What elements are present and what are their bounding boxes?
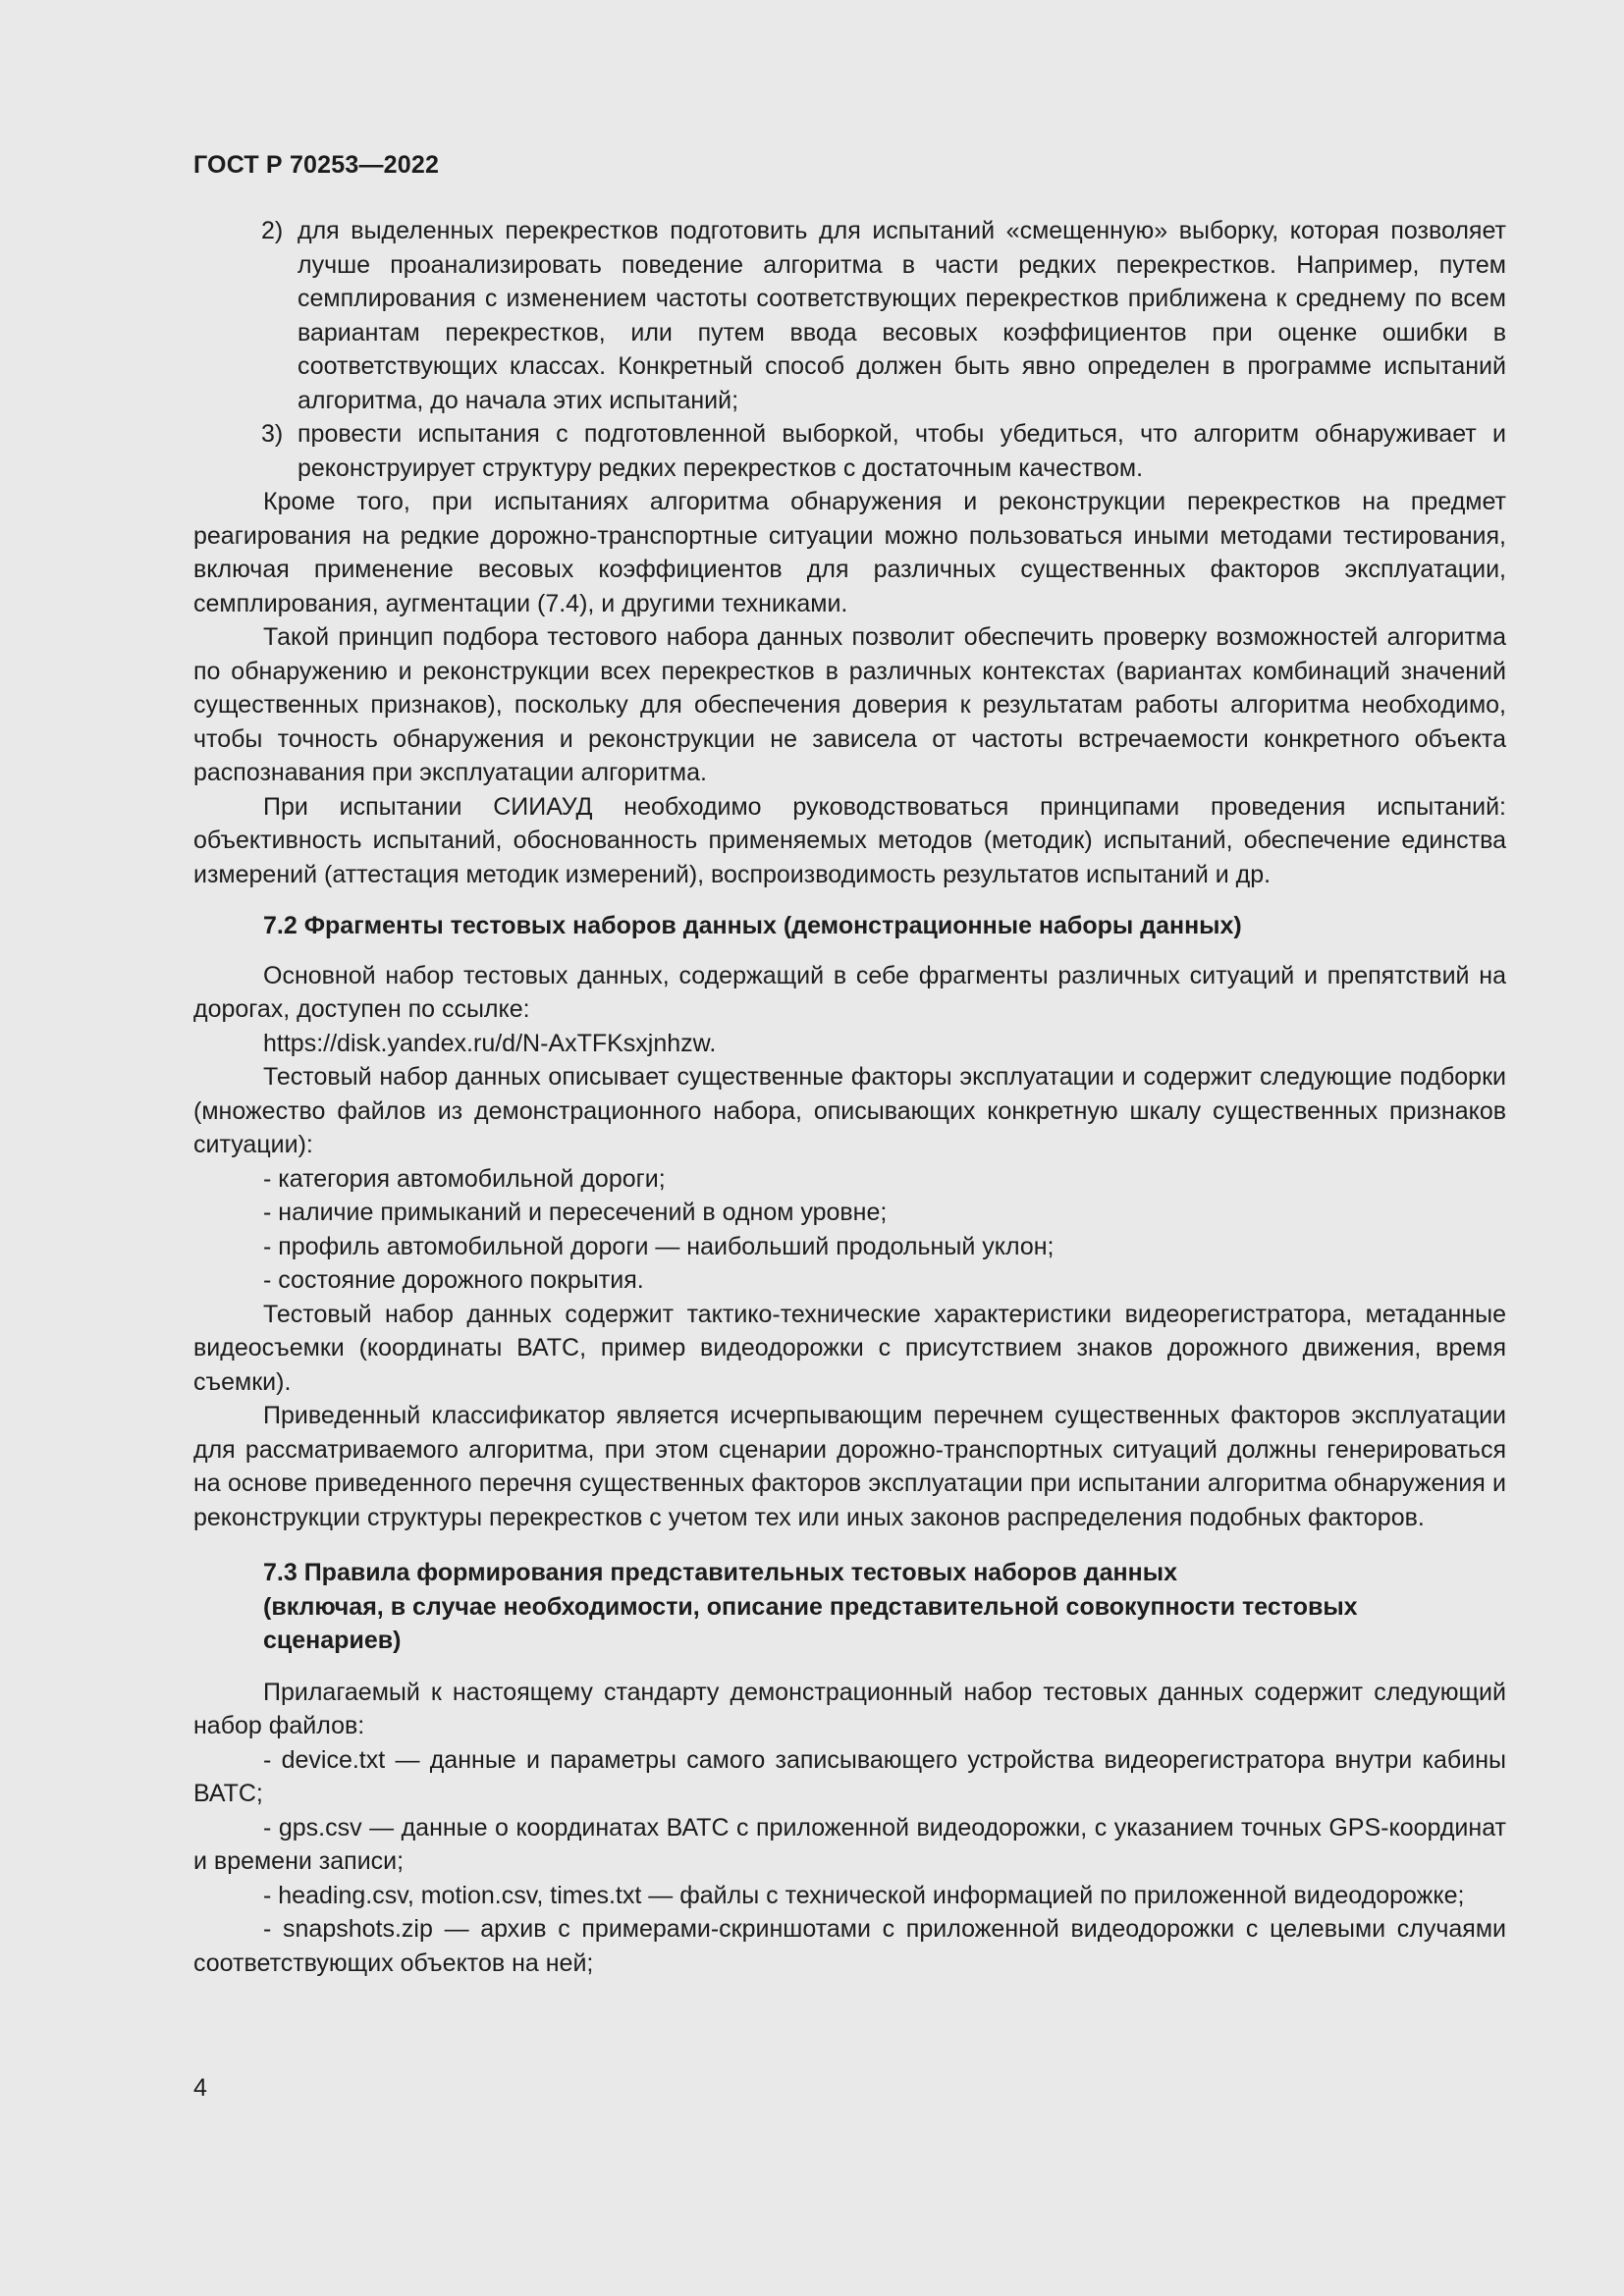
list-item: - наличие примыканий и пересечений в одном уровне;: [263, 1199, 888, 1226]
file-item: - heading.csv, motion.csv, times.txt — файлы с технической информацией по приложенной видеодорожке;: [263, 1881, 1465, 1909]
paragraph: Основной набор тестовых данных, содержащий в себе фрагменты различных ситуаций и препятствий на дорогах, доступен по ссылке:: [193, 961, 1506, 1023]
document-page: [193, 147, 1506, 1980]
paragraph: Тестовый набор данных содержит тактико-технические характеристики видеорегистратора, метаданные видеосъемки (координаты ВАТС, пример видеодорожки с присутствием знаков дорожного движения, время съемки).: [193, 1300, 1506, 1396]
list-item: - категория автомобильной дороги;: [263, 1164, 666, 1193]
file-item: - snapshots.zip — архив с примерами-скриншотами с приложенной видеодорожки с целевыми случаями соответствующих объектов на ней;: [193, 1915, 1506, 1977]
list-item: - профиль автомобильной дороги — наибольший продольный уклон;: [263, 1232, 1055, 1260]
paragraph: Кроме того, при испытаниях алгоритма обнаружения и реконструкции перекрестков на предмет реагирования на редкие дорожно-транспортные ситуации можно пользоваться иными методами тестирования, включая применение весовых коэффициентов для различных существенных факторов эксплуатации, семплирования, аугментации (7.4), и другими техниками.: [193, 488, 1506, 617]
section-heading-7-2: 7.2 Фрагменты тестовых наборов данных (демонстрационные наборы данных): [263, 912, 1242, 939]
list-item: - состояние дорожного покрытия.: [263, 1266, 644, 1294]
section-heading-7-3: [193, 1556, 1506, 1658]
paragraph: При испытании СИИАУД необходимо руководствоваться принципами проведения испытаний: объективность испытаний, обоснованность применяемых методов (методик) испытаний, обеспечение единства измерений (аттестация методик измерений), воспроизводимость результатов испытаний и др.: [193, 792, 1506, 888]
paragraph: Такой принцип подбора тестового набора данных позволит обеспечить проверку возможностей алгоритма по обнаружению и реконструкции всех перекрестков в различных контекстах (вариантах комбинаций значений существенных признаков), поскольку для обеспечения доверия к результатам работы алгоритма необходимо, чтобы точность обнаружения и реконструкции не зависела от частоты встречаемости конкретного объекта распознавания при эксплуатации алгоритма.: [193, 623, 1506, 786]
page-number: 4: [193, 2074, 207, 2102]
paragraph: Тестовый набор данных описывает существенные факторы эксплуатации и содержит следующие подборки (множество файлов из демонстрационного набора, описывающих конкретную шкалу существенных признаков ситуации):: [193, 1063, 1506, 1158]
heading-line: сценариев): [263, 1627, 402, 1654]
file-item: - device.txt — данные и параметры самого записывающего устройства видеорегистратора внутри кабины ВАТС;: [193, 1745, 1506, 1807]
paragraph: Прилагаемый к настоящему стандарту демонстрационный набор тестовых данных содержит следующий набор файлов:: [193, 1678, 1506, 1739]
numbered-item-3: [193, 417, 1506, 485]
item-text: провести испытания с подготовленной выборкой, чтобы убедиться, что алгоритм обнаруживает и реконструирует структуру редких перекрестков с достаточным качеством.: [298, 420, 1506, 482]
item-text: для выделенных перекрестков подготовить для испытаний «смещенную» выборку, которая позволяет лучше проанализировать поведение алгоритма в части редких перекрестков. Например, путем семплирования с изменением частоты соответствующих перекрестков приближена к среднему по всем вариантам перекрестков, или путем ввода весовых коэффициентов при оценке ошибки в соответствующих классах. Конкретный способ должен быть явно определен в программе испытаний алгоритма, до начала этих испытаний;: [298, 217, 1506, 414]
heading-line: 7.3 Правила формирования представительных тестовых наборов данных: [263, 1559, 1177, 1586]
file-item: - gps.csv — данные о координатах ВАТС с приложенной видеодорожки, с указанием точных GPS-координат и времени записи;: [193, 1813, 1506, 1875]
dataset-link[interactable]: https://disk.yandex.ru/d/N-AxTFKsxjnhzw.: [263, 1029, 717, 1057]
item-number: 2): [261, 217, 284, 244]
numbered-item-2: [193, 214, 1506, 417]
item-number: 3): [261, 420, 284, 448]
paragraph: Приведенный классификатор является исчерпывающим перечнем существенных факторов эксплуатации для рассматриваемого алгоритма, при этом сценарии дорожно-транспортных ситуаций должны генерироваться на основе приведенного перечня существенных факторов эксплуатации при испытании алгоритма обнаружения и реконструкции структуры перекрестков с учетом тех или иных законов распределения подобных факторов.: [193, 1402, 1506, 1531]
document-header: ГОСТ Р 70253—2022: [193, 151, 440, 179]
heading-line: (включая, в случае необходимости, описание представительной совокупности тестовых: [263, 1592, 1358, 1621]
